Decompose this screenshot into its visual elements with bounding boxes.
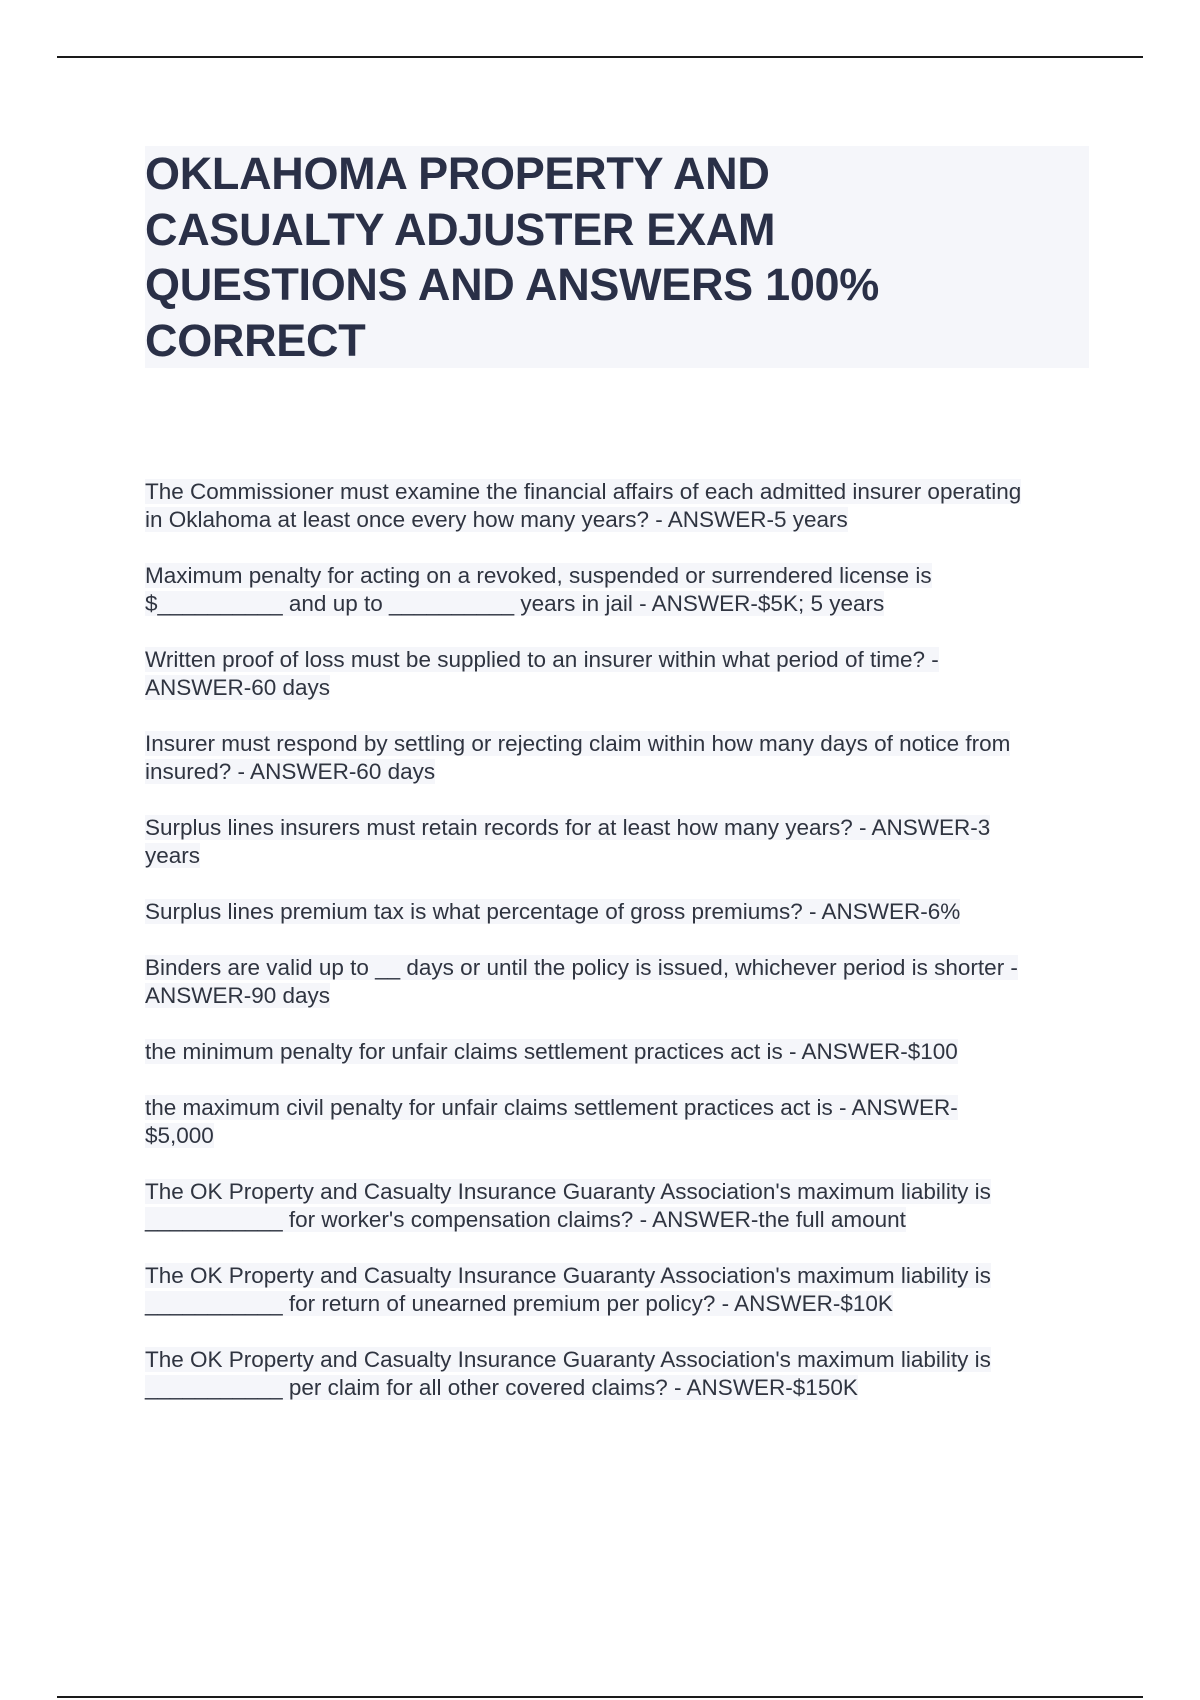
qa-text-line: ___________ for worker's compensation claims? - ANSWER-the full amount	[145, 1207, 906, 1232]
qa-text-line: The OK Property and Casualty Insurance Guaranty Association's maximum liability is	[145, 1179, 991, 1204]
qa-text-line: The Commissioner must examine the financial affairs of each admitted insurer operating	[145, 479, 1022, 504]
qa-text-line: in Oklahoma at least once every how many years? - ANSWER-5 years	[145, 507, 848, 532]
bottom-divider	[57, 1696, 1143, 1698]
qa-text-line: Binders are valid up to __ days or until the policy is issued, whichever period is shorter -	[145, 955, 1018, 980]
qa-text-line: ___________ per claim for all other covered claims? - ANSWER-$150K	[145, 1375, 858, 1400]
qa-text-line: years	[145, 843, 201, 868]
qa-text-line: $__________ and up to __________ years in jail - ANSWER-$5K; 5 years	[145, 591, 885, 616]
qa-item	[145, 478, 1095, 534]
title-line: CASUALTY ADJUSTER EXAM	[145, 203, 776, 255]
qa-item	[145, 898, 1095, 926]
top-divider	[57, 56, 1143, 58]
qa-item	[145, 1346, 1095, 1402]
qa-item	[145, 646, 1095, 702]
title-line: OKLAHOMA PROPERTY AND	[145, 148, 770, 199]
qa-item	[145, 1038, 1095, 1066]
qa-text-line: Insurer must respond by settling or rejecting claim within how many days of notice from	[145, 731, 1011, 756]
qa-item	[145, 1178, 1095, 1234]
title-block	[145, 146, 1089, 368]
qa-item	[145, 814, 1095, 870]
title-line: QUESTIONS AND ANSWERS 100%	[145, 259, 879, 310]
qa-text-line: ANSWER-60 days	[145, 675, 331, 700]
qa-text-line: Surplus lines premium tax is what percentage of gross premiums? - ANSWER-6%	[145, 899, 961, 924]
title-line: CORRECT	[145, 314, 366, 366]
qa-item	[145, 730, 1095, 786]
qa-text-line: insured? - ANSWER-60 days	[145, 759, 436, 784]
qa-text-line: Surplus lines insurers must retain records for at least how many years? - ANSWER-3	[145, 815, 991, 840]
qa-text-line: The OK Property and Casualty Insurance Guaranty Association's maximum liability is	[145, 1263, 991, 1288]
qa-list	[145, 478, 1095, 1430]
qa-item	[145, 954, 1095, 1010]
qa-text-line: $5,000	[145, 1123, 214, 1148]
qa-text-line: the maximum civil penalty for unfair claims settlement practices act is - ANSWER-	[145, 1095, 958, 1120]
qa-item	[145, 1094, 1095, 1150]
qa-text-line: Written proof of loss must be supplied to an insurer within what period of time? -	[145, 647, 939, 672]
qa-text-line: ANSWER-90 days	[145, 983, 331, 1008]
qa-text-line: the minimum penalty for unfair claims settlement practices act is - ANSWER-$100	[145, 1039, 958, 1064]
document-title	[145, 146, 1089, 368]
qa-text-line: ___________ for return of unearned premium per policy? - ANSWER-$10K	[145, 1291, 893, 1316]
qa-text-line: Maximum penalty for acting on a revoked, suspended or surrendered license is	[145, 563, 932, 588]
qa-text-line: The OK Property and Casualty Insurance Guaranty Association's maximum liability is	[145, 1347, 991, 1372]
qa-item	[145, 1262, 1095, 1318]
qa-item	[145, 562, 1095, 618]
